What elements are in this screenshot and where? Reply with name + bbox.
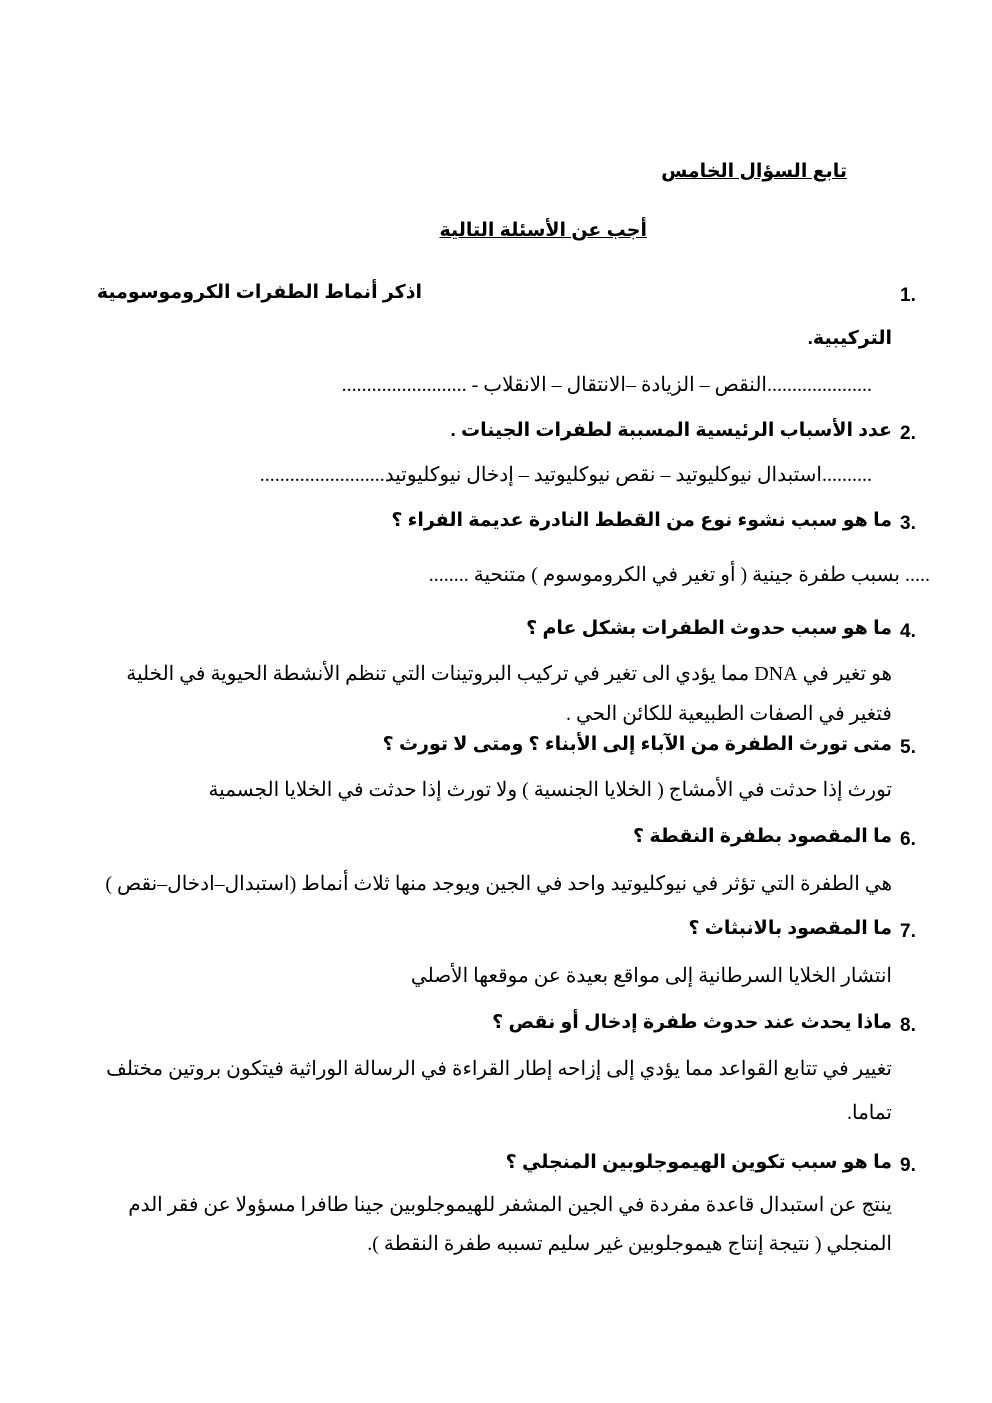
answer-3: ..... بسبب طفرة جينية ( أو تغير في الكروموسوم ) متنحية ........	[428, 564, 930, 586]
answer-8-line-2: تماما.	[846, 1102, 892, 1124]
question-number: 6.	[900, 829, 916, 850]
question-number: 1.	[900, 285, 916, 306]
question-number: 4.	[900, 621, 916, 642]
question-1-text: اذكر أنماط الطفرات الكروموسومية	[96, 282, 422, 303]
answer-1: .....................النقص – الزيادة –الانتقال – الانقلاب - .........................	[341, 374, 872, 396]
question-5-text: متى تورث الطفرة من الآباء إلى الأبناء ؟ ومتى لا تورث ؟	[382, 734, 892, 755]
question-3-text: ما هو سبب نشوء نوع من القطط النادرة عديمة الفراء ؟	[391, 510, 892, 531]
question-6-text: ما المقصود بطفرة النقطة ؟	[633, 826, 892, 847]
answer-7: انتشار الخلايا السرطانية إلى مواقع بعيدة عن موقعها الأصلي	[410, 965, 892, 987]
question-number: 9.	[900, 1155, 916, 1176]
answer-4-line-2: فتغير في الصفات الطبيعية للكائن الحي .	[566, 703, 892, 725]
answer-5: تورث إذا حدثت في الأمشاج ( الخلايا الجنسية ) ولا تورث إذا حدثت في الخلايا الجسمية	[208, 779, 892, 801]
answer-6: هي الطفرة التي تؤثر في نيوكليوتيد واحد في الجين ويوجد منها ثلاث أنماط (استبدال–ادخال–نقص )	[105, 873, 892, 895]
question-9-text: ما هو سبب تكوين الهيموجلوبين المنجلي ؟	[505, 1152, 892, 1173]
question-number: 7.	[900, 921, 916, 942]
answer-8-line-1: تغيير في تتابع القواعد مما يؤدي إلى إزاحه إطار القراءة في الرسالة الوراثية فيتكون بروتين مختلف	[106, 1058, 892, 1080]
question-number: 5.	[900, 737, 916, 758]
question-7-text: ما المقصود بالانبثاث ؟	[688, 918, 892, 939]
question-number: 2.	[900, 423, 916, 444]
answer-9-line-2: المنجلي ( نتيجة إنتاج هيموجلوبين غير سليم تسببه طفرة النقطة ).	[367, 1233, 892, 1255]
question-2-text: عدد الأسباب الرئيسية المسببة لطفرات الجينات .	[450, 420, 892, 441]
question-number: 8.	[900, 1015, 916, 1036]
question-number: 3.	[900, 513, 916, 534]
question-4-text: ما هو سبب حدوث الطفرات بشكل عام ؟	[526, 618, 892, 639]
question-8-text: ماذا يحدث عند حدوث طفرة إدخال أو نقص ؟	[492, 1012, 892, 1033]
answer-9-line-1: ينتج عن استبدال قاعدة مفردة في الجين المشفر للهيموجلوبين جينا طافرا مسؤولا عن فقر الدم	[128, 1194, 892, 1216]
answer-4-line-1: هو تغير في DNA مما يؤدي الى تغير في تركيب البروتينات التي تنظم الأنشطة الحيوية في الخلية	[126, 663, 892, 685]
section-title: تابع السؤال الخامس	[661, 161, 847, 182]
answer-2: ..........استبدال نيوكليوتيد – نقص نيوكليوتيد – إدخال نيوكليوتيد.........................	[259, 464, 872, 486]
instruction-heading: أجب عن الأسئلة التالية	[439, 220, 647, 241]
question-1-text-cont: التركيبية.	[807, 328, 892, 349]
